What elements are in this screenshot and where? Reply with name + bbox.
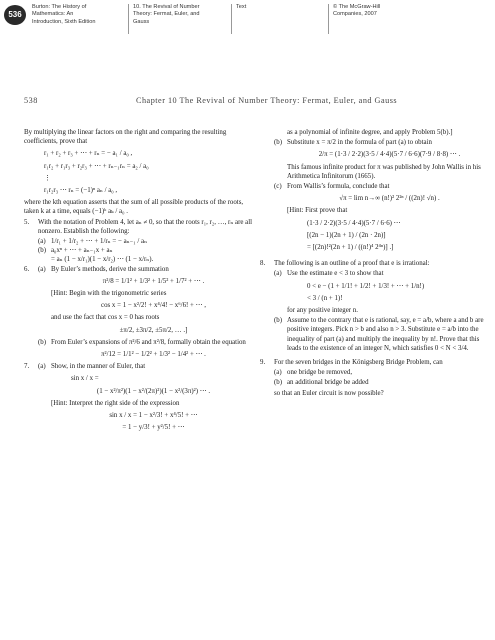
header-line: Gauss	[133, 18, 150, 25]
equation: (1·3 / 2·2)(3·5 / 4·4)(5·7 / 6·6) ⋯	[307, 219, 401, 227]
header-line: Theory: Fermat, Euler, and	[133, 11, 200, 18]
part-label: (a)	[38, 363, 46, 371]
problem-text: Assume to the contrary that e is rational, say, e = a/b, where a and b are positive integers. Pick n > b and also n > 3. Substitute e = a/b into the inequality of part (a) and multiply the inequality by n!. Prove that this leads to the existence of an integer N, which satisfies 0 < N < 3/4.	[287, 317, 484, 352]
part-b	[274, 316, 492, 353]
problem-8	[260, 259, 492, 353]
problem-6	[24, 265, 256, 360]
header-line: Mathematics: An	[32, 11, 74, 18]
header-book-title	[32, 4, 95, 26]
equation: 2/π = (1·3 / 2·2)(3·5 / 4·4)(5·7 / 6·6)(7·9 / 8·8) ⋯ .	[318, 151, 461, 159]
problem-number: 6.	[24, 265, 30, 273]
part-label: (b)	[274, 379, 283, 387]
header-line: Companies, 2007	[333, 11, 377, 18]
problem-text: Use the estimate e < 3 to show that	[287, 270, 384, 278]
left-column	[24, 128, 256, 435]
equation: 1/r₁ + 1/r₂ + ⋯ + 1/rₙ = − aₙ₋₁ / aₙ	[51, 238, 148, 246]
chapter-title: Chapter 10 The Revival of Number Theory: Fermat, Euler, and Gauss	[136, 96, 398, 105]
part-a	[274, 269, 492, 315]
header-divider	[328, 4, 329, 34]
problem-text: one bridge be removed,	[287, 369, 353, 377]
problem-number: 7.	[24, 363, 30, 371]
book-header	[0, 0, 495, 40]
problem-text: For the seven bridges in the Königsberg Bridge Problem, can	[274, 359, 443, 367]
problem-text: From Euler’s expansions of π²/6 and π²/8, formally obtain the equation	[51, 338, 246, 346]
problem-9	[260, 358, 492, 398]
part-label: (c)	[274, 183, 282, 191]
problem-text: From Wallis’s formula, conclude that	[287, 183, 390, 191]
equation: 0 < e − (1 + 1/1! + 1/2! + 1/3! + ⋯ + 1/n!)	[307, 282, 425, 290]
page-badge: 536	[4, 5, 26, 25]
header-line: Burton: The History of	[32, 4, 87, 10]
equation: ±π/2, ±3π/2, ±5π/2, … .]	[119, 326, 188, 334]
hint-text: [Hint: First prove that	[287, 207, 348, 215]
hint-text: [Hint: Interpret the right side of the expression	[51, 399, 180, 407]
equation: (1 − x²/π²)(1 − x²/(2π)²)(1 − x²/(3π)²) ⋯ .	[96, 387, 211, 395]
header-line: Introduction, Sixth Edition	[32, 18, 96, 25]
part-b	[274, 138, 492, 181]
equation: = [(2n)!²(2n + 1) / ((n!)⁴ 2⁴ⁿ)] .]	[307, 244, 394, 252]
equation: r₁r₂ + r₁r₃ + r₂r₃ + ⋯ + rₙ₋₁rₙ = a₂ / a₀	[44, 162, 149, 170]
header-copyright	[333, 4, 380, 19]
equation: sin x / x =	[71, 375, 99, 383]
part-label: (a)	[38, 238, 46, 246]
equation: π²/8 = 1/1² + 1/3² + 1/5² + 1/7² + ⋯ .	[102, 277, 205, 285]
equation: r₁ + r₂ + r₃ + ⋯ + rₙ = − a₁ / a₀ ,	[44, 150, 133, 158]
problem-text: By Euler’s methods, derive the summation	[51, 265, 169, 273]
part-a	[38, 362, 256, 432]
equation: a₀xⁿ + ⋯ + aₙ₋₁x + aₙ	[51, 247, 113, 255]
problem-text: With the notation of Problem 4, let aₙ ≠ 0, so that the roots r₁, r₂, …, rₙ are all nonzero. Establish the following:	[38, 218, 253, 235]
problem-text: Substitute x = π/2 in the formula of part (a) to obtain	[287, 139, 432, 147]
part-b	[38, 246, 256, 264]
equation: √π = lim n→∞ (n!)² 2²ⁿ / ((2n)! √n) .	[339, 195, 440, 203]
problem-text: an additional bridge be added	[287, 379, 369, 387]
part-a-continued	[274, 128, 492, 137]
header-line: © The McGraw-Hill	[333, 4, 381, 10]
header-divider	[128, 4, 129, 34]
problem-text: Show, in the manner of Euler, that	[51, 363, 146, 371]
part-a	[274, 368, 492, 377]
problem-7-continued	[260, 128, 492, 252]
part-label: (a)	[274, 369, 282, 377]
intro-text: By multiplying the linear factors on the right and comparing the resulting coefficients, prove that	[24, 129, 227, 146]
equation: sin x / x = 1 − x²/3! + x⁴/5! + ⋯	[109, 412, 198, 420]
part-a	[38, 237, 256, 246]
equation: = aₙ (1 − x/r₁)(1 − x/r₂) ⋯ (1 − x/rₙ).	[51, 256, 154, 264]
equation: [(2n − 1)(2n + 1) / (2n · 2n)]	[307, 231, 386, 239]
header-chapter	[133, 4, 200, 26]
equation: π²/12 = 1/1² − 1/2² + 1/3² − 1/4² + ⋯ .	[101, 351, 206, 359]
note-text: where the kth equation asserts that the sum of all possible products of the roots, taken k at a time, equals (−1)ᵏ aₖ / a₀ .	[24, 199, 244, 216]
part-label: (b)	[274, 317, 283, 325]
part-a	[38, 265, 256, 335]
part-b	[274, 378, 492, 387]
problem-5	[24, 218, 256, 265]
equation: = 1 − y/3! + y²/5! + ⋯	[122, 424, 185, 432]
problem-text: The following is an outline of a proof that e is irrational:	[274, 260, 430, 268]
equation: ⋮	[44, 174, 51, 182]
header-divider	[231, 4, 232, 34]
right-column	[260, 128, 492, 399]
problem-text: as a polynomial of infinite degree, and apply Problem 5(b).]	[287, 129, 453, 136]
page-number: 538	[24, 96, 38, 105]
problem-text: and use the fact that cos x = 0 has roots	[51, 314, 160, 322]
part-label: (a)	[274, 270, 282, 278]
equation: cos x = 1 − x²/2! + x⁴/4! − x⁶/6! + ⋯ ,	[101, 302, 206, 310]
problem-number: 9.	[260, 359, 266, 367]
part-label: (b)	[274, 139, 283, 147]
hint-text: [Hint: Begin with the trigonometric series	[51, 290, 167, 298]
header-line: 10. The Revival of Number	[133, 4, 200, 10]
part-label: (b)	[38, 338, 47, 346]
part-label: (a)	[38, 265, 46, 273]
problem-number: 8.	[260, 260, 266, 268]
problem-text: for any positive integer n.	[287, 307, 358, 315]
problem-7	[24, 362, 256, 432]
part-c	[274, 182, 492, 252]
problem-text: so that an Euler circuit is now possible?	[274, 389, 384, 397]
part-label: (b)	[38, 247, 47, 255]
problem-number: 5.	[24, 218, 30, 226]
part-b	[38, 338, 256, 359]
equation: r₁r₂r₃ ⋯ rₙ = (−1)ⁿ aₙ / a₀ ,	[44, 187, 118, 195]
problem-text: This famous infinite product for π was published by John Wallis in his Arithmetica Infinitorum (1665).	[287, 163, 481, 180]
equation: < 3 / (n + 1)!	[307, 294, 343, 302]
header-section: Text	[236, 4, 247, 10]
